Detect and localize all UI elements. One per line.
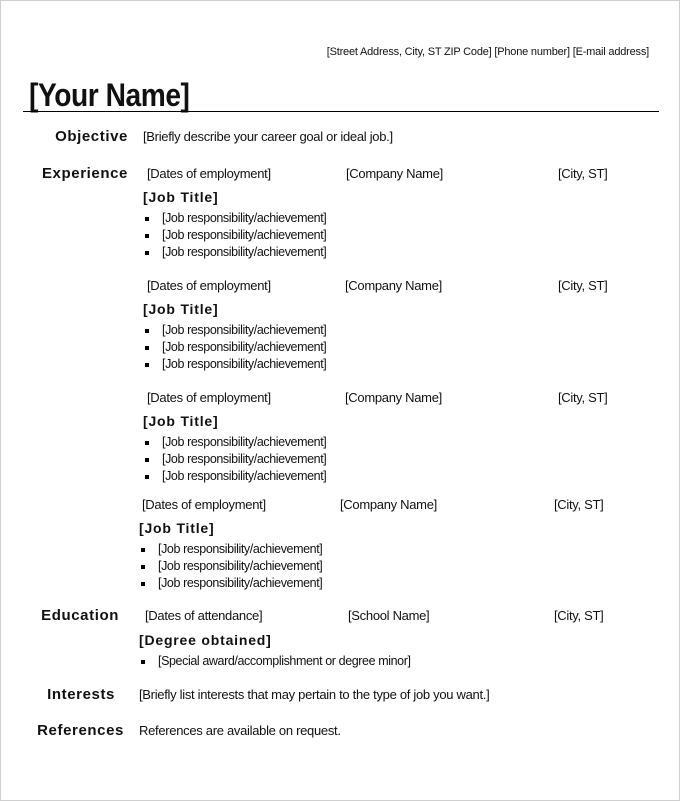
objective-heading: Objective [55,128,128,145]
applicant-name: [Your Name] [29,77,190,113]
header-rule [23,111,659,112]
job-bullet: [Job responsibility/achievement] [162,452,327,466]
interests-heading: Interests [47,686,115,703]
job-bullet: [Job responsibility/achievement] [162,357,327,371]
education-bullet: [Special award/accomplishment or degree minor] [158,654,411,668]
job-bullet: [Job responsibility/achievement] [158,576,323,590]
references-heading: References [37,722,124,739]
job-bullet: [Job responsibility/achievement] [158,559,323,573]
job-title: [Job Title] [139,520,215,536]
job-location: [City, ST] [558,390,608,405]
job-bullet: [Job responsibility/achievement] [162,340,327,354]
education-dates: [Dates of attendance] [145,608,263,623]
job-dates: [Dates of employment] [147,278,271,293]
job-bullet: [Job responsibility/achievement] [162,245,327,259]
job-company: [Company Name] [346,166,443,181]
objective-text: [Briefly describe your career goal or ideal job.] [143,129,393,144]
job-location: [City, ST] [558,278,608,293]
job-title: [Job Title] [143,413,219,429]
job-dates: [Dates of employment] [142,497,266,512]
experience-heading: Experience [41,165,128,182]
degree-title: [Degree obtained] [139,632,272,648]
education-school: [School Name] [348,608,430,623]
interests-text: [Briefly list interests that may pertain to the type of job you want.] [139,687,490,702]
job-location: [City, ST] [554,497,604,512]
references-text: References are available on request. [139,723,341,738]
job-dates: [Dates of employment] [147,166,271,181]
job-bullet: [Job responsibility/achievement] [162,211,327,225]
education-heading: Education [41,607,119,624]
job-bullet: [Job responsibility/achievement] [162,323,327,337]
contact-line: [Street Address, City, ST ZIP Code] [Phone number] [E-mail address] [326,46,649,58]
job-bullet: [Job responsibility/achievement] [162,469,327,483]
job-bullet: [Job responsibility/achievement] [162,435,327,449]
job-company: [Company Name] [340,497,437,512]
job-company: [Company Name] [345,390,442,405]
job-title: [Job Title] [143,301,219,317]
job-dates: [Dates of employment] [147,390,271,405]
job-location: [City, ST] [558,166,608,181]
job-company: [Company Name] [345,278,442,293]
job-bullet: [Job responsibility/achievement] [158,542,323,556]
job-title: [Job Title] [143,189,219,205]
job-bullet: [Job responsibility/achievement] [162,228,327,242]
education-location: [City, ST] [554,608,604,623]
